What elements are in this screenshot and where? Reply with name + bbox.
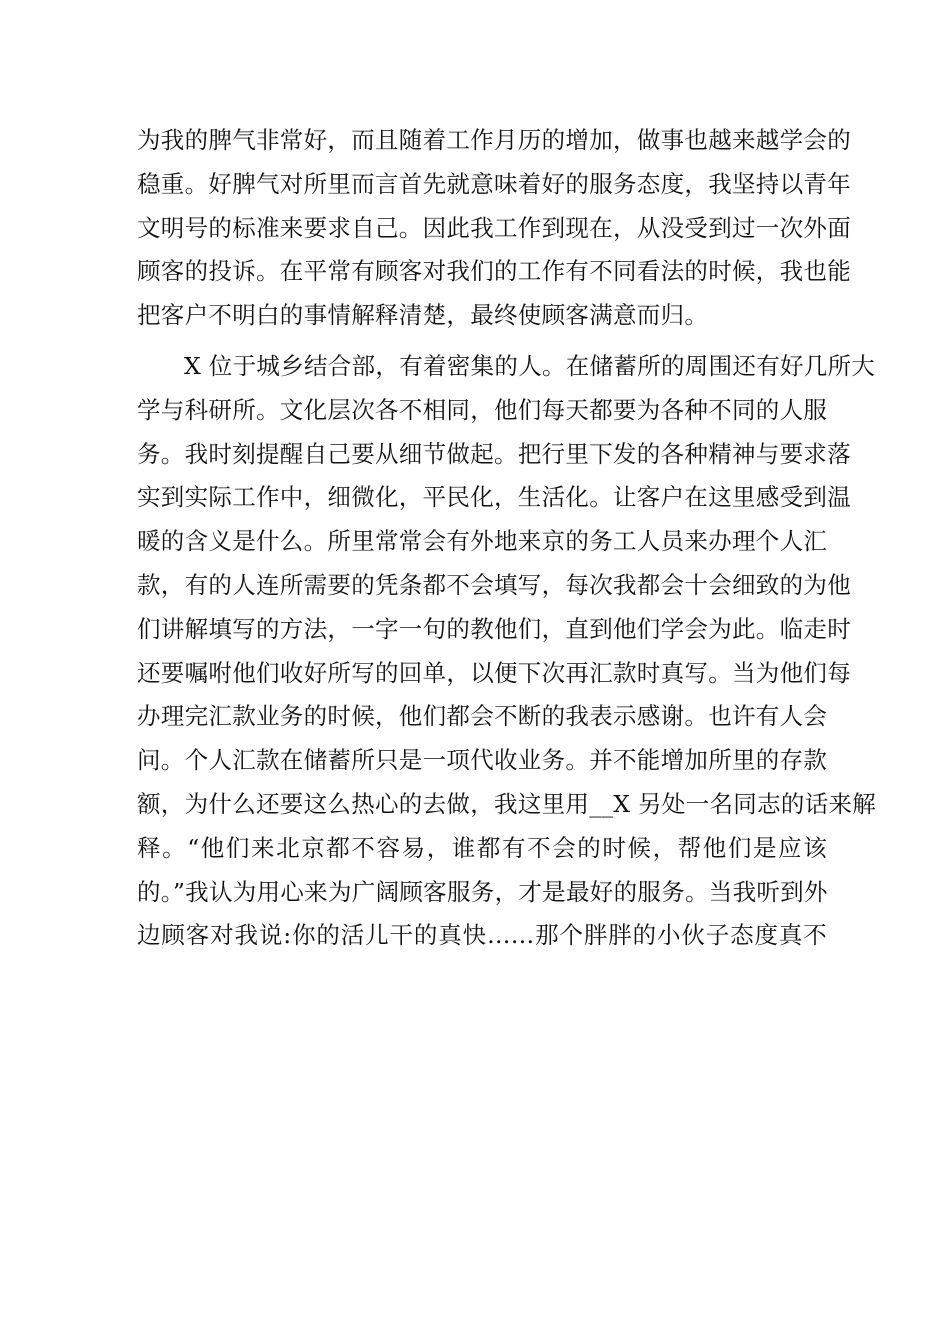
text-line: 实到实际工作中，细微化，平民化，生活化。让客户在这里感受到温 xyxy=(137,483,851,512)
body-text xyxy=(137,119,877,958)
text-line: 稳重。好脾气对所里而言首先就意味着好的服务态度，我坚持以青年 xyxy=(137,169,851,198)
text-line: 们讲解填写的方法，一字一句的教他们，直到他们学会为此。临走时 xyxy=(137,614,851,643)
text-line: 顾客的投诉。在平常有顾客对我们的工作有不同看法的时候，我也能 xyxy=(137,257,851,286)
paragraph-spacer xyxy=(137,338,827,345)
text-line: 问。个人汇款在储蓄所只是一项代收业务。并不能增加所里的存款 xyxy=(137,746,828,775)
text-line: 还要嘱咐他们收好所写的回单，以便下次再汇款时真写。当为他们每 xyxy=(137,658,851,687)
text-line: 暖的含义是什么。所里常常会有外地来京的务工人员来办理个人汇 xyxy=(137,527,828,556)
text-line: 务。我时刻提醒自己要从细节做起。把行里下发的各种精神与要求落 xyxy=(137,439,851,468)
text-line: 的。”我认为用心来为广阔顾客服务，才是最好的服务。当我听到外 xyxy=(137,877,828,906)
text-line: 为我的脾气非常好，而且随着工作月历的增加，做事也越来越学会的 xyxy=(137,126,851,154)
paragraph-1 xyxy=(137,119,851,338)
text-line: 额，为什么还要这么热心的去做，我这里用__X 另处一名同志的话来解 xyxy=(137,789,877,818)
text-line: X 位于城乡结合部，有着密集的人。在储蓄所的周围还有好几所大 xyxy=(184,351,876,380)
text-line: 文明号的标准来要求自己。因此我工作到现在，从没受到过一次外面 xyxy=(137,213,851,242)
text-line: 办理完汇款业务的时候，他们都会不断的我表示感谢。也许有人会 xyxy=(137,702,828,731)
text-line: 释。“他们来北京都不容易，谁都有不会的时候，帮他们是应该 xyxy=(137,833,827,862)
text-line: 款，有的人连所需要的凭条都不会填写，每次我都会十会细致的为他 xyxy=(137,570,851,599)
text-line: 学与科研所。文化层次各不相同，他们每天都要为各种不同的人服 xyxy=(137,395,828,424)
text-line: 边顾客对我说:你的活儿干的真快……那个胖胖的小伙子态度真不 xyxy=(137,921,827,950)
text-line: 把客户不明白的事情解释清楚，最终使顾客满意而归。 xyxy=(137,301,709,330)
paragraph-2 xyxy=(137,345,877,958)
